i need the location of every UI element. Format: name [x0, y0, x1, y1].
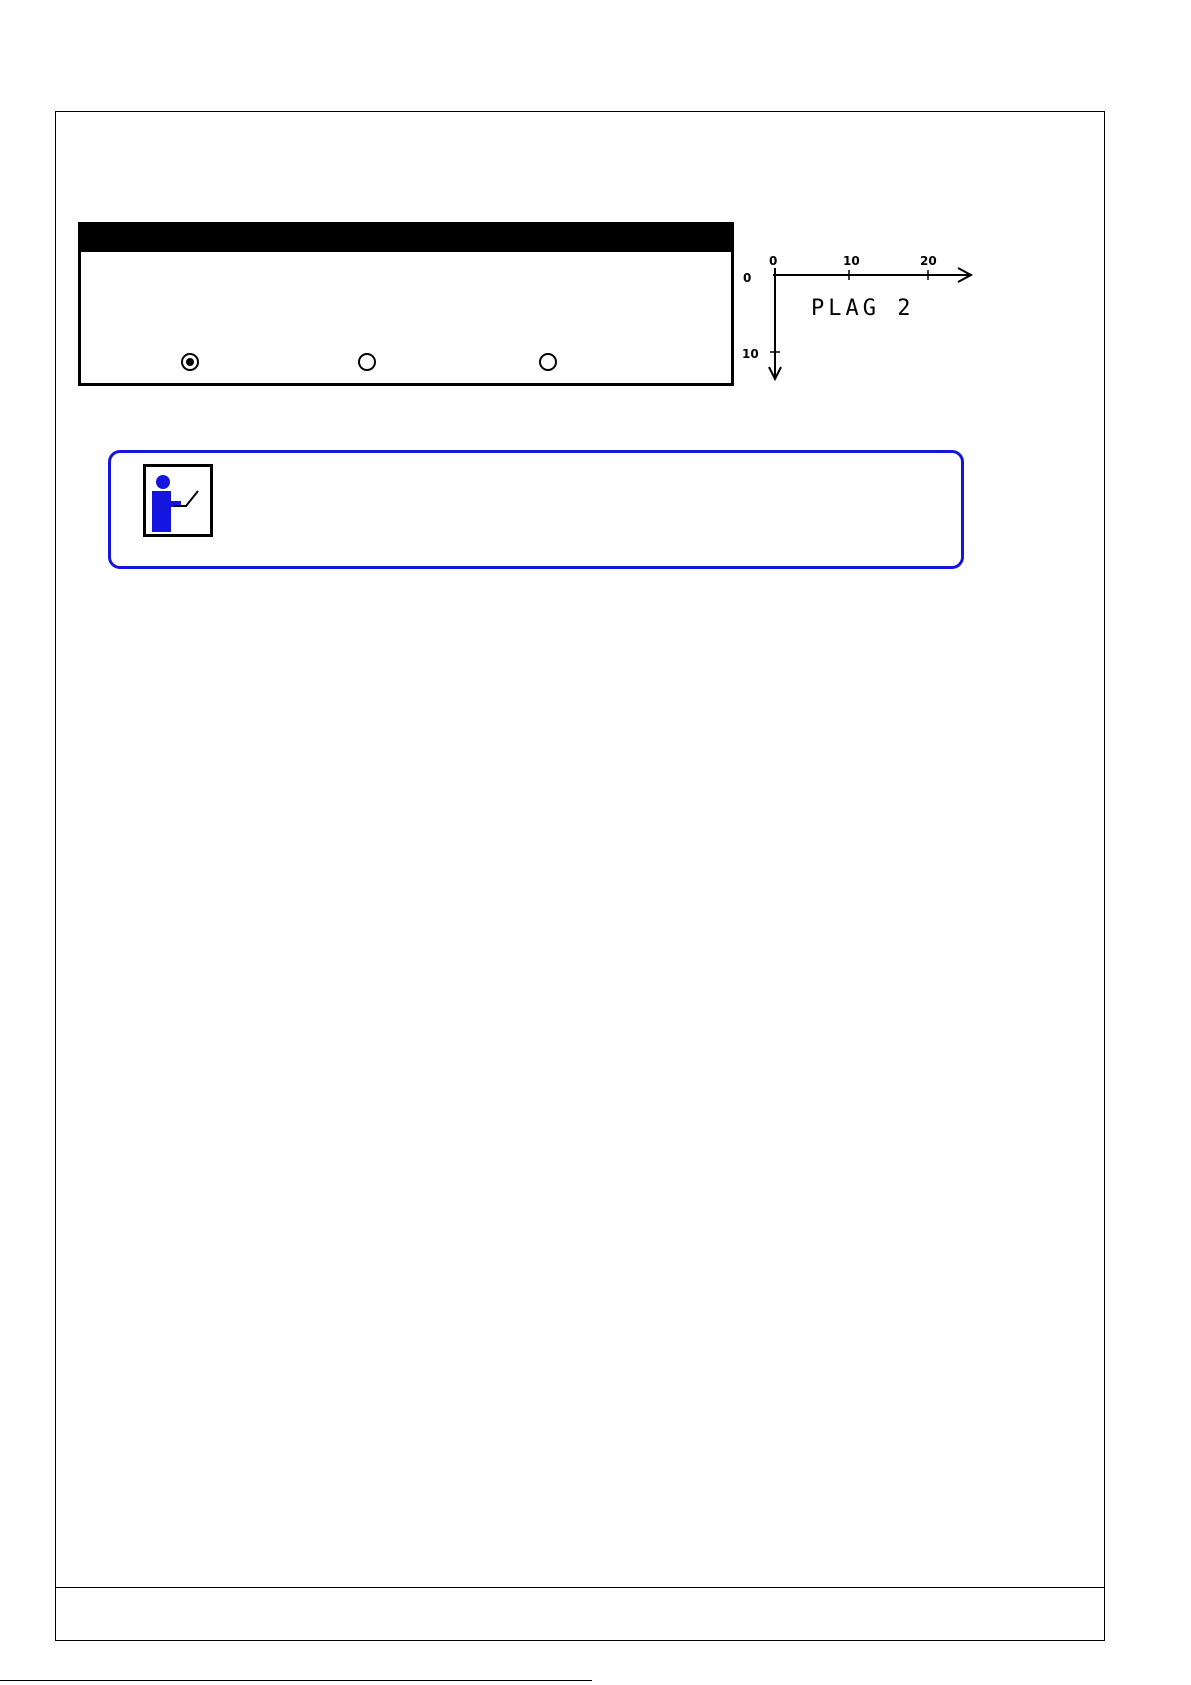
footer-rule	[55, 1587, 1105, 1588]
note-box	[108, 450, 964, 569]
bottom-strip	[0, 1680, 592, 1681]
radio-option-2[interactable]	[358, 353, 376, 371]
y-tick-label-0: 0	[743, 271, 752, 285]
x-tick-label-20: 20	[920, 254, 937, 268]
y-tick-label-10: 10	[742, 347, 759, 361]
dialog-titlebar	[81, 225, 731, 252]
x-tick-label-0: 0	[769, 254, 778, 268]
x-tick-label-10: 10	[843, 254, 860, 268]
radio-option-1[interactable]	[181, 353, 199, 371]
presenter-icon	[143, 464, 213, 537]
dialog-panel	[78, 222, 734, 386]
radio-option-3[interactable]	[539, 353, 557, 371]
coordinate-diagram	[735, 250, 985, 385]
radio-group	[81, 353, 731, 373]
axis-svg	[735, 250, 985, 385]
plate-label: PLAG 2	[811, 296, 915, 321]
